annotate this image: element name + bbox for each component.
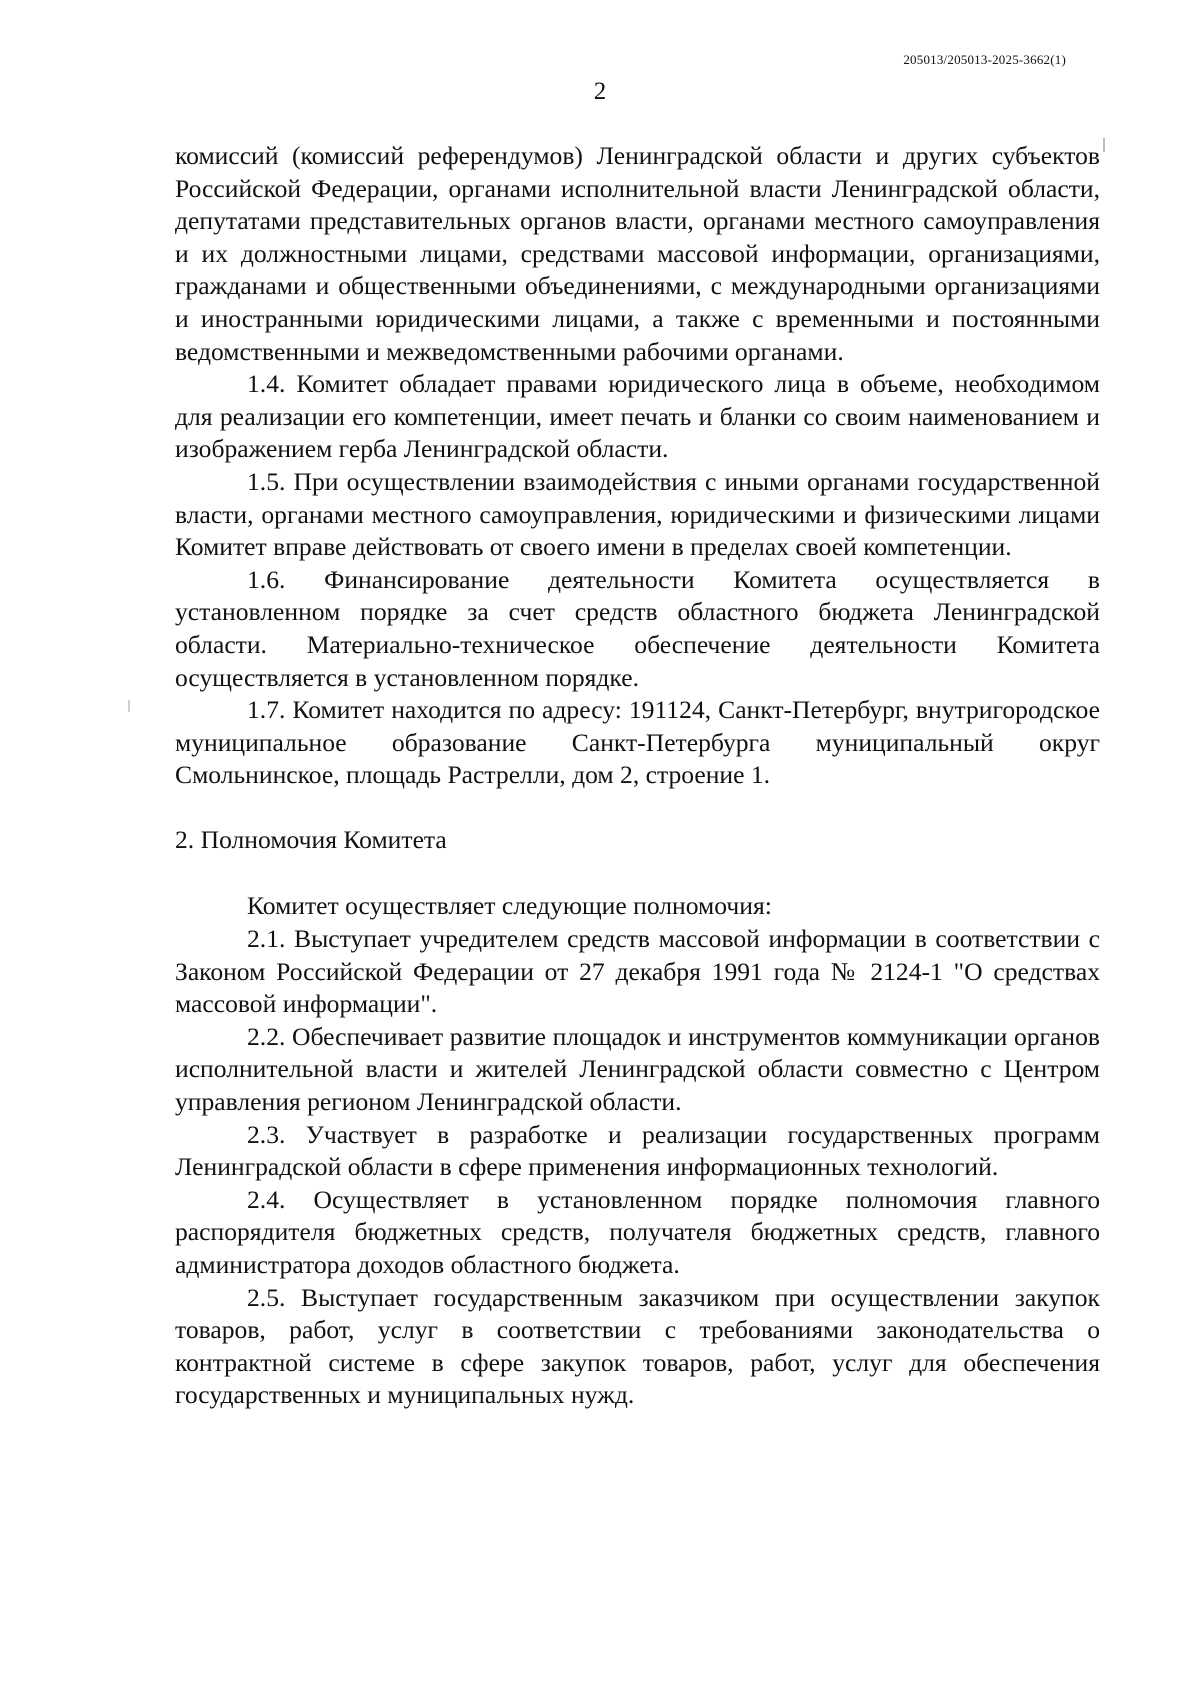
paragraph-1-4: 1.4. Комитет обладает правами юридического лица в объеме, необходимом для реализации его компетенции, имеет печать и бланки со своим наименованием и изображением герба Ленинградской области. (175, 369, 1100, 464)
page-number: 2 (593, 78, 607, 105)
paragraph-1-6: 1.6. Финансирование деятельности Комитета осуществляется в установленном порядке за счет средств областного бюджета Ленинградской области. Материально-техническое обеспечение деятельности Комитета осуществляется в установленном порядке. (175, 564, 1100, 692)
scan-artifact (128, 700, 130, 712)
document-id: 205013/205013-2025-3662(1) (903, 52, 1066, 67)
paragraph-1-5: 1.5. При осуществлении взаимодействия с иными органами государственной власти, органами местного самоуправления, юридическими и физическими лицами Комитет вправе действовать от своего имени в пределах своей компетенции. (175, 466, 1100, 562)
paragraph-1-7: 1.7. Комитет находится по адресу: 191124, Санкт-Петербург, внутригородское муниципальное образование Санкт-Петербурга муниципальный округ Смольнинское, площадь Растрелли, дом 2, строение 1. (175, 695, 1100, 790)
document-body (175, 140, 1100, 1412)
scan-artifact (1103, 138, 1105, 152)
paragraph-2-1: 2.1. Выступает учредителем средств массовой информации в соответствии с Законом Российской Федерации от 27 декабря 1991 года № 2124-1 "О средствах массовой информации". (175, 924, 1100, 1019)
paragraph-continuation: комиссий (комиссий референдумов) Ленинградской области и других субъектов Российской Федерации, органами исполнительной власти Ленинградской области, депутатами представительных органов власти, органами местного самоуправления и их должностными лицами, средствами массовой информации, организациями, гражданами и общественными объединениями, с международными организациями и иностранными юридическими лицами, а также с временными и постоянными ведомственными и межведомственными рабочими органами. (175, 141, 1100, 366)
section-title: 2. Полномочия Комитета (175, 824, 447, 854)
paragraph-2-5: 2.5. Выступает государственным заказчиком при осуществлении закупок товаров, работ, услуг в соответствии с требованиями законодательства о контрактной системе в сфере закупок товаров, работ, услуг для обеспечения государственных и муниципальных нужд. (175, 1282, 1100, 1410)
paragraph-2-2: 2.2. Обеспечивает развитие площадок и инструментов коммуникации органов исполнительной власти и жителей Ленинградской области совместно с Центром управления регионом Ленинградской области. (175, 1021, 1100, 1117)
section-intro: Комитет осуществляет следующие полномочия: (247, 891, 772, 921)
paragraph-2-4: 2.4. Осуществляет в установленном порядке полномочия главного распорядителя бюджетных средств, получателя бюджетных средств, главного администратора доходов областного бюджета. (175, 1184, 1100, 1279)
paragraph-2-3: 2.3. Участвует в разработке и реализации государственных программ Ленинградской области в сфере применения информационных технологий. (175, 1119, 1100, 1182)
